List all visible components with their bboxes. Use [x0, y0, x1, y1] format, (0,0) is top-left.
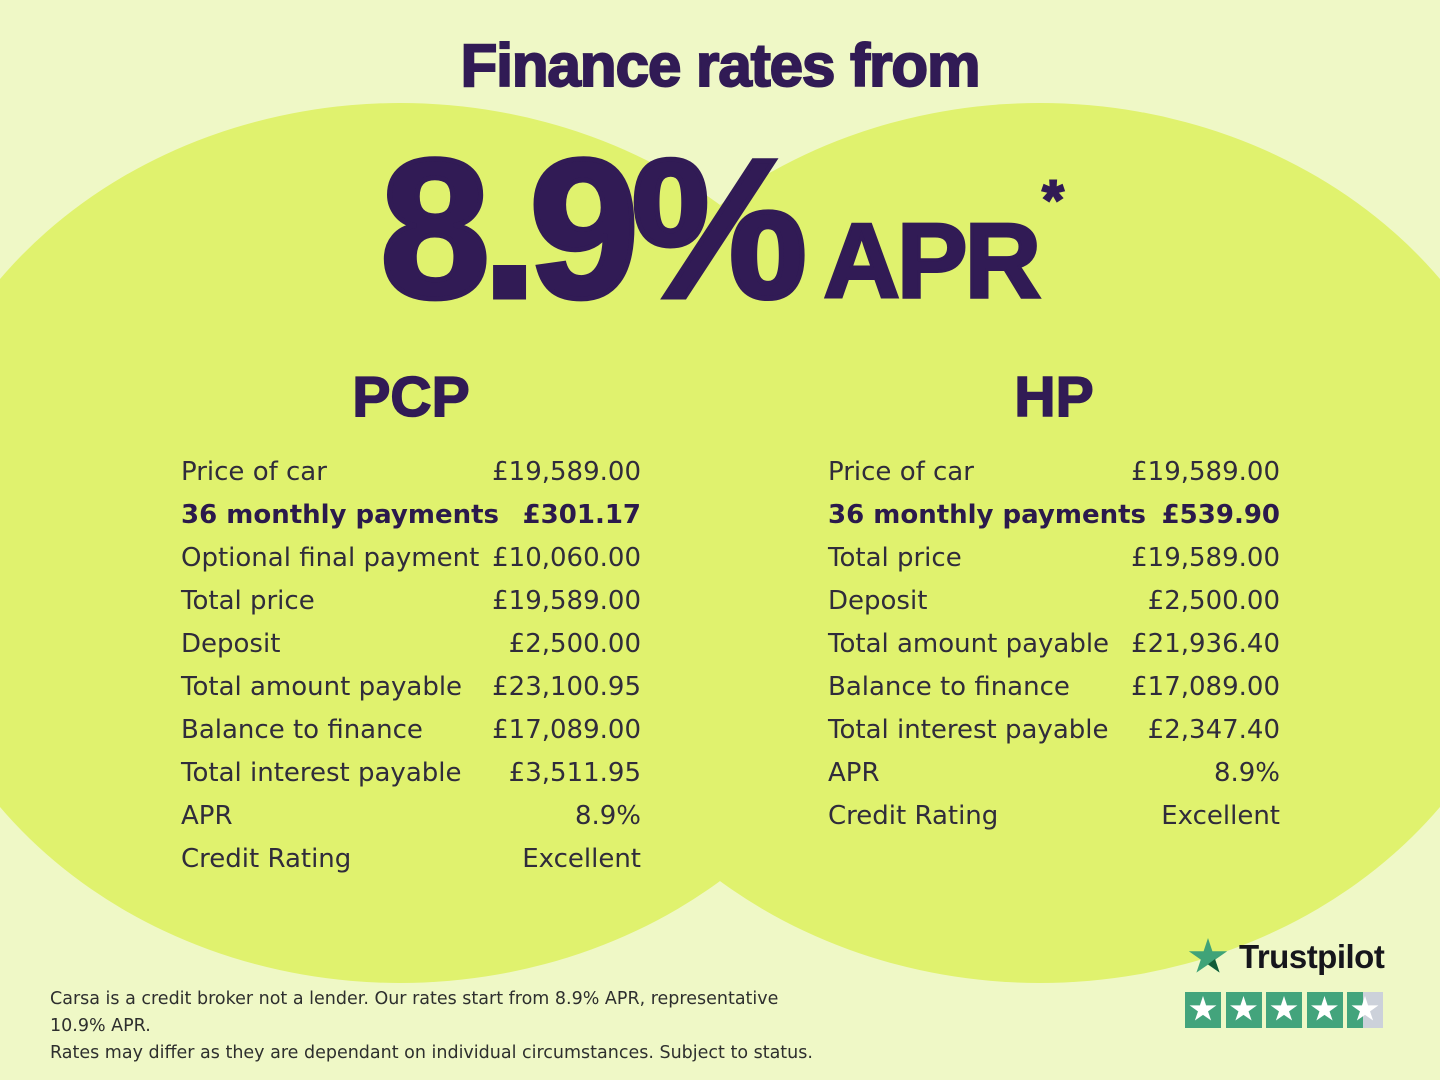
row-value: £19,589.00 — [492, 586, 641, 616]
star-icon — [1351, 996, 1379, 1023]
finance-row — [828, 623, 1280, 666]
trustpilot-rating-stars — [1185, 992, 1383, 1028]
row-label: Total price — [181, 586, 315, 616]
star-icon — [1270, 996, 1298, 1023]
row-value: £2,500.00 — [1147, 586, 1280, 616]
finance-row — [181, 451, 641, 494]
finance-row — [181, 709, 641, 752]
hp-table — [828, 451, 1280, 838]
row-label: Credit Rating — [181, 844, 352, 874]
row-label: Balance to finance — [181, 715, 423, 745]
trustpilot-star-shadow — [1188, 938, 1228, 976]
row-value: Excellent — [1161, 801, 1280, 831]
finance-row — [181, 494, 641, 537]
row-label: Balance to finance — [828, 672, 1070, 702]
hp-column — [828, 365, 1280, 838]
row-value: £19,589.00 — [492, 457, 641, 487]
row-label: APR — [181, 801, 233, 831]
finance-row — [828, 752, 1280, 795]
finance-row — [828, 451, 1280, 494]
disclaimer-text — [50, 986, 830, 1067]
row-label: Optional final payment — [181, 543, 480, 573]
row-value: £3,511.95 — [508, 758, 641, 788]
row-value: £2,500.00 — [508, 629, 641, 659]
row-label: Price of car — [181, 457, 327, 487]
disclaimer-line-1: Carsa is a credit broker not a lender. Our rates start from 8.9% APR, representative 10.9% APR. — [50, 989, 779, 1036]
rating-star-full — [1307, 992, 1343, 1028]
finance-row — [181, 752, 641, 795]
row-label: APR — [828, 758, 880, 788]
rating-star-full — [1185, 992, 1221, 1028]
page-title: Finance rates from — [460, 32, 980, 99]
hp-heading: HP — [1014, 365, 1094, 429]
finance-row — [181, 537, 641, 580]
star-icon — [1311, 996, 1339, 1023]
row-label: Price of car — [828, 457, 974, 487]
row-label: Deposit — [181, 629, 281, 659]
finance-row — [181, 580, 641, 623]
finance-row — [828, 580, 1280, 623]
row-label: Total price — [828, 543, 962, 573]
trustpilot-wordmark: Trustpilot — [1239, 938, 1385, 975]
row-label: Total interest payable — [181, 758, 462, 788]
finance-row — [828, 795, 1280, 838]
rating-star-full — [1226, 992, 1262, 1028]
finance-row — [828, 537, 1280, 580]
finance-row — [828, 709, 1280, 752]
row-value: £19,589.00 — [1131, 457, 1280, 487]
pcp-table — [181, 451, 641, 881]
pcp-column — [181, 365, 641, 881]
star-icon — [1230, 996, 1258, 1023]
row-value: £19,589.00 — [1131, 543, 1280, 573]
row-value: £21,936.40 — [1131, 629, 1280, 659]
headline-rate-value: 8.9% — [380, 118, 800, 339]
row-value: 8.9% — [574, 801, 641, 831]
rating-star-full — [1266, 992, 1302, 1028]
finance-row — [181, 623, 641, 666]
row-label: 36 monthly payments — [181, 500, 499, 530]
row-value: £10,060.00 — [492, 543, 641, 573]
star-icon — [1189, 996, 1217, 1023]
row-label: Total amount payable — [828, 629, 1110, 659]
row-label: Credit Rating — [828, 801, 999, 831]
headline-footnote-mark: * — [1042, 168, 1064, 231]
row-value: £17,089.00 — [1131, 672, 1280, 702]
finance-row — [828, 666, 1280, 709]
disclaimer-line-2: Rates may differ as they are dependant on individual circumstances. Subject to status. — [50, 1043, 813, 1063]
row-label: Total interest payable — [828, 715, 1109, 745]
row-value: £539.90 — [1161, 500, 1280, 530]
row-value: £301.17 — [522, 500, 641, 530]
row-value: £23,100.95 — [492, 672, 641, 702]
row-label: Deposit — [828, 586, 928, 616]
headline-rate — [0, 118, 1440, 339]
row-value: £17,089.00 — [492, 715, 641, 745]
row-value: Excellent — [522, 844, 641, 874]
row-value: £2,347.40 — [1147, 715, 1280, 745]
row-value: 8.9% — [1213, 758, 1280, 788]
finance-row — [181, 666, 641, 709]
finance-row — [828, 494, 1280, 537]
rating-star-half — [1347, 992, 1383, 1028]
row-label: 36 monthly payments — [828, 500, 1146, 530]
trustpilot-logo — [1188, 938, 1384, 976]
finance-row — [181, 838, 641, 881]
finance-row — [181, 795, 641, 838]
trustpilot-star-icon — [1188, 938, 1228, 976]
headline-rate-unit: APR — [823, 202, 1039, 320]
pcp-heading: PCP — [352, 365, 470, 429]
row-label: Total amount payable — [181, 672, 463, 702]
